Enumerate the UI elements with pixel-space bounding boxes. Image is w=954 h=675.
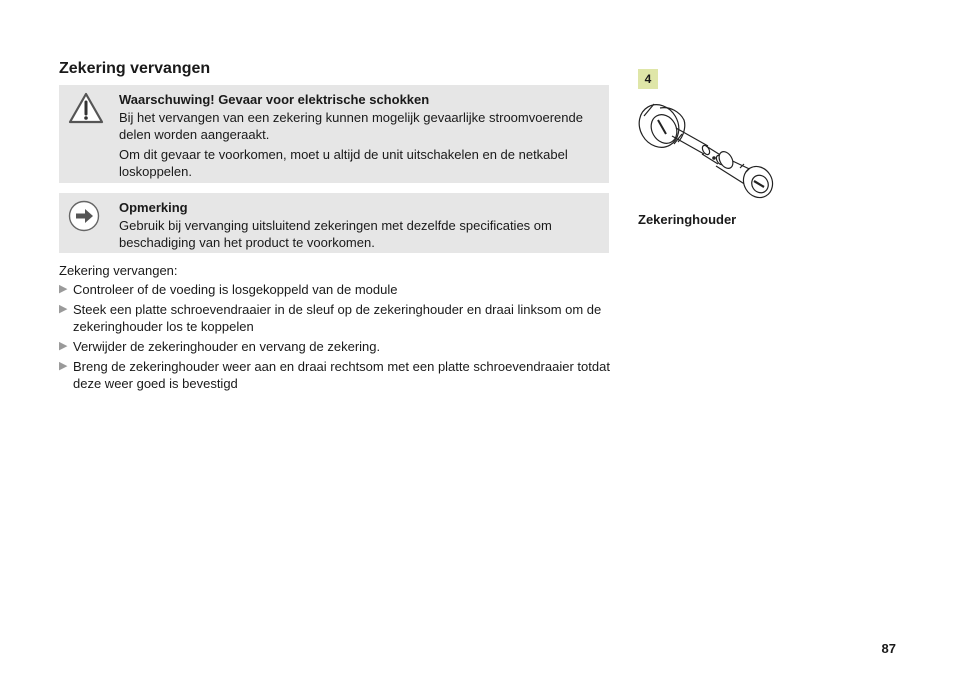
warning-paragraph: Om dit gevaar te voorkomen, moet u altijd de unit uitschakelen en de netkabel loskoppelen. bbox=[119, 147, 568, 179]
figure-caption: Zekeringhouder bbox=[638, 212, 737, 227]
step-text: Breng de zekeringhouder weer aan en draai rechtsom met een platte schroevendraaier totdat deze weer goed is bevestigd bbox=[73, 359, 610, 391]
warning-triangle-icon bbox=[67, 91, 105, 129]
arrow-right-circle-icon bbox=[67, 199, 101, 237]
step-text: Steek een platte schroevendraaier in de sleuf op de zekeringhouder en draai linksom om de zekeringhouder los te koppelen bbox=[73, 302, 602, 334]
note-title: Opmerking bbox=[119, 200, 188, 215]
fuse-holder-illustration bbox=[636, 98, 781, 213]
warning-box bbox=[59, 85, 609, 183]
list-item bbox=[59, 338, 619, 355]
page-number: 87 bbox=[881, 641, 896, 656]
section-title: Zekering vervangen bbox=[59, 60, 211, 77]
triangle-bullet-icon: ▶ bbox=[59, 340, 68, 352]
step-text: Verwijder de zekeringhouder en vervang de zekering. bbox=[73, 339, 381, 354]
step-text: Controleer of de voeding is losgekoppeld van de module bbox=[73, 282, 398, 297]
note-box bbox=[59, 193, 609, 253]
list-item bbox=[59, 281, 619, 298]
triangle-bullet-icon: ▶ bbox=[59, 283, 68, 295]
warning-paragraph: Bij het vervangen van een zekering kunnen mogelijk gevaarlijke stroomvoerende delen worden aangeraakt. bbox=[119, 110, 583, 142]
warning-title: Waarschuwing! Gevaar voor elektrische schokken bbox=[119, 92, 430, 107]
procedure-intro: Zekering vervangen: bbox=[59, 263, 178, 278]
triangle-bullet-icon: ▶ bbox=[59, 303, 68, 315]
procedure-steps bbox=[59, 281, 619, 395]
triangle-bullet-icon: ▶ bbox=[59, 360, 68, 372]
note-paragraph: Gebruik bij vervanging uitsluitend zekeringen met dezelfde specificaties om beschadiging van het product te voorkomen. bbox=[119, 218, 552, 250]
list-item bbox=[59, 358, 619, 392]
figure-number: 4 bbox=[638, 69, 658, 89]
list-item bbox=[59, 301, 619, 335]
